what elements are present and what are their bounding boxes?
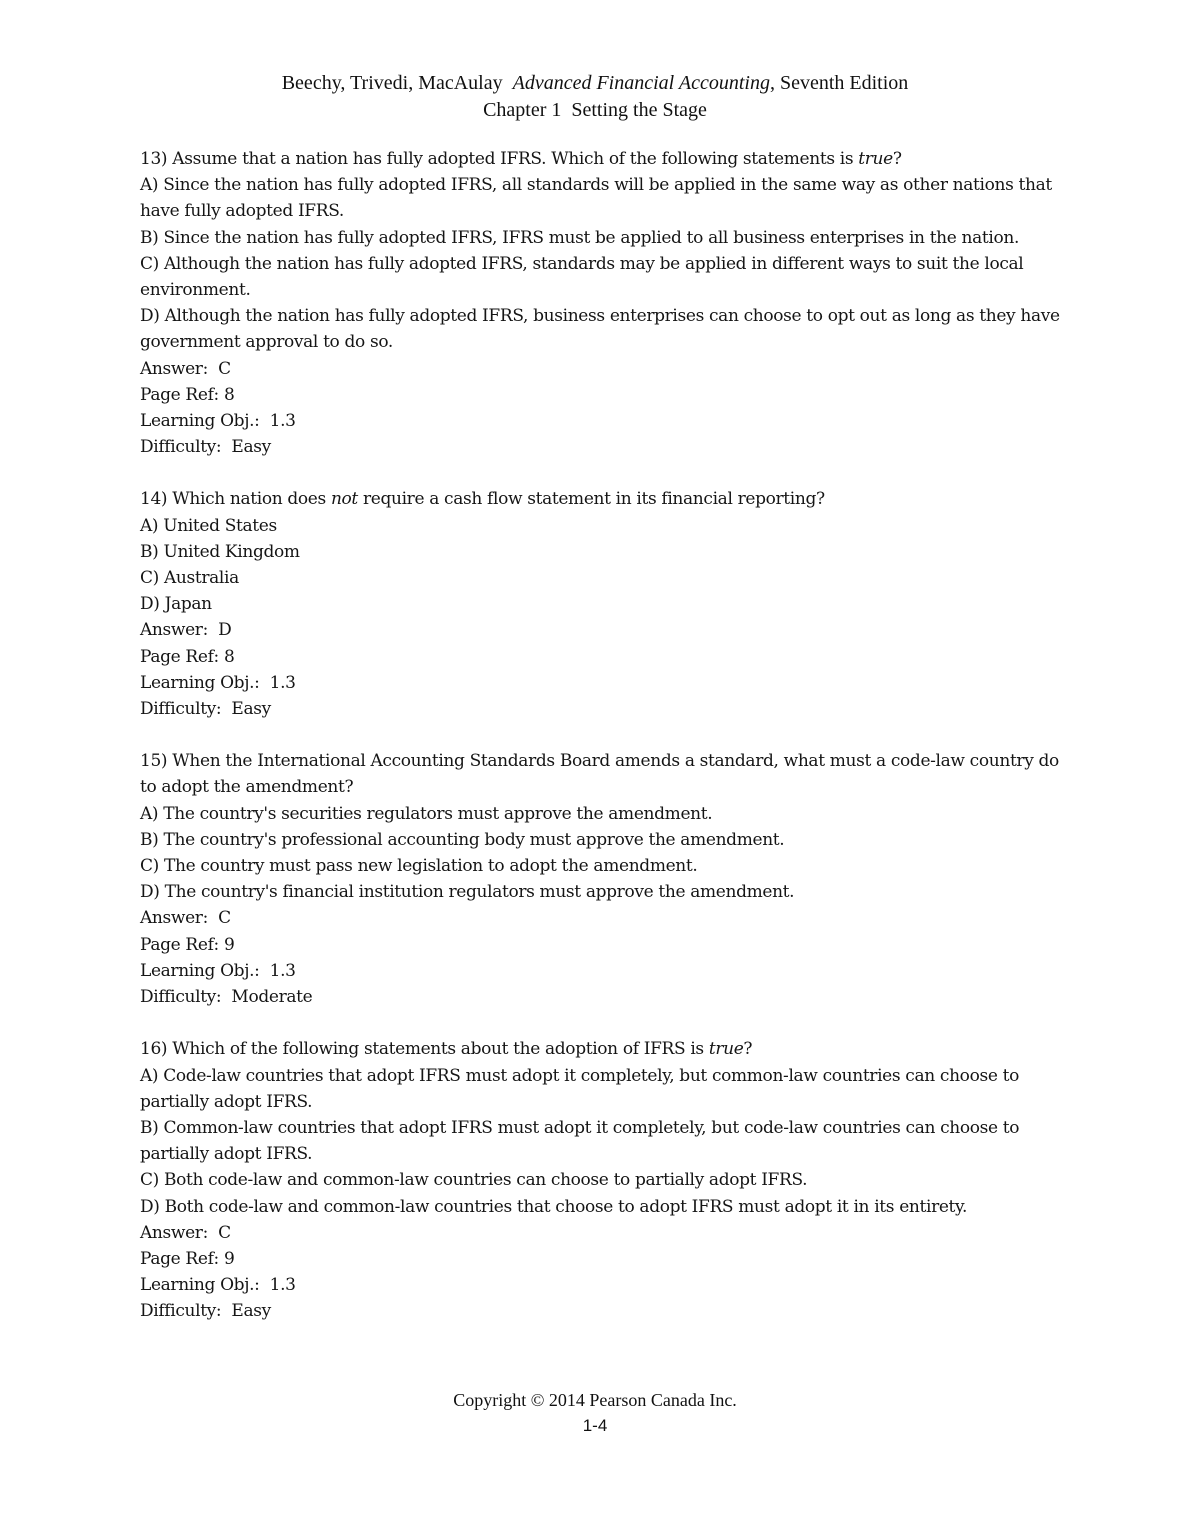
learning-obj: Learning Obj.: 1.3 xyxy=(140,960,296,981)
learning-obj: Learning Obj.: 1.3 xyxy=(140,672,296,693)
stem-text: 13) Assume that a nation has fully adopted IFRS. Which of the following statements is xyxy=(140,149,859,169)
difficulty: Difficulty: Easy xyxy=(140,437,271,458)
option-c: C) Both code-law and common-law countries can choose to partially adopt IFRS. xyxy=(140,1170,808,1191)
page-number: 1-4 xyxy=(582,1416,608,1435)
stem-text: 16) Which of the following statements about the adoption of IFRS is xyxy=(140,1039,709,1060)
stem-text: 15) When the International Accounting Standards Board amends a standard, what must a code-law country do to adopt the amendment? xyxy=(140,751,1059,798)
answer: Answer: C xyxy=(140,1222,231,1243)
header-book-line xyxy=(0,70,1190,97)
question-stem xyxy=(140,1036,1060,1062)
stem-text-end: require a cash flow statement in its financial reporting? xyxy=(357,489,825,510)
header-chapter: Chapter 1 Setting the Stage xyxy=(483,99,707,121)
option-b: B) The country's professional accounting body must approve the amendment. xyxy=(140,829,785,850)
difficulty: Difficulty: Moderate xyxy=(140,987,313,1008)
page-footer xyxy=(0,1387,1190,1439)
option-a: A) Code-law countries that adopt IFRS must adopt it completely, but common-law countries can choose to partially adopt IFRS. xyxy=(140,1065,1019,1112)
option-d: D) Both code-law and common-law countries that choose to adopt IFRS must adopt it in its entirety. xyxy=(140,1196,968,1217)
option-a: A) The country's securities regulators must approve the amendment. xyxy=(140,803,713,824)
option-b: B) United Kingdom xyxy=(140,541,300,562)
option-c: C) Although the nation has fully adopted IFRS, standards may be applied in different ways to suit the local environment. xyxy=(140,253,1024,301)
option-a: A) United States xyxy=(140,515,277,536)
page-ref: Page Ref: 9 xyxy=(140,1248,235,1269)
question-15 xyxy=(140,748,1060,1010)
page-ref: Page Ref: 8 xyxy=(140,384,235,405)
question-stem xyxy=(140,748,1060,800)
page-ref: Page Ref: 9 xyxy=(140,934,235,955)
header-authors: Beechy, Trivedi, MacAulay xyxy=(281,72,503,94)
question-16 xyxy=(140,1036,1060,1324)
option-c: C) Australia xyxy=(140,568,239,589)
stem-text-end: ? xyxy=(892,149,902,169)
option-d: D) Japan xyxy=(140,594,212,615)
option-b: B) Common-law countries that adopt IFRS must adopt it completely, but code-law countries can choose to partially adopt IFRS. xyxy=(140,1117,1020,1165)
option-a: A) Since the nation has fully adopted IFRS, all standards will be applied in the same way as other nations that have fully adopted IFRS. xyxy=(140,175,1052,222)
question-13 xyxy=(140,146,1060,460)
header-book-title: Advanced Financial Accounting xyxy=(512,72,770,94)
learning-obj: Learning Obj.: 1.3 xyxy=(140,411,296,432)
answer: Answer: C xyxy=(140,908,231,929)
option-c: C) The country must pass new legislation to adopt the amendment. xyxy=(140,856,698,877)
option-d: D) Although the nation has fully adopted IFRS, business enterprises can choose to opt out as long as they have government approval to do so. xyxy=(140,306,1060,353)
option-b: B) Since the nation has fully adopted IFRS, IFRS must be applied to all business enterprises in the nation. xyxy=(140,227,1020,248)
question-list xyxy=(140,146,1060,1351)
answer: Answer: D xyxy=(140,620,232,641)
page-header xyxy=(0,70,1190,124)
stem-emphasis: true xyxy=(858,149,893,169)
stem-text: 14) Which nation does xyxy=(140,489,331,510)
header-edition: , Seventh Edition xyxy=(769,72,909,94)
learning-obj: Learning Obj.: 1.3 xyxy=(140,1275,296,1296)
difficulty: Difficulty: Easy xyxy=(140,699,271,720)
stem-text-end: ? xyxy=(743,1039,753,1060)
stem-emphasis: true xyxy=(708,1039,744,1060)
answer: Answer: C xyxy=(140,358,231,379)
question-14 xyxy=(140,486,1060,722)
copyright-notice: Copyright © 2014 Pearson Canada Inc. xyxy=(453,1390,737,1410)
question-stem xyxy=(140,486,1060,512)
option-d: D) The country's financial institution regulators must approve the amendment. xyxy=(140,882,795,903)
stem-emphasis: not xyxy=(330,489,358,510)
difficulty: Difficulty: Easy xyxy=(140,1301,271,1322)
question-stem xyxy=(140,146,1060,172)
page-ref: Page Ref: 8 xyxy=(140,646,235,667)
